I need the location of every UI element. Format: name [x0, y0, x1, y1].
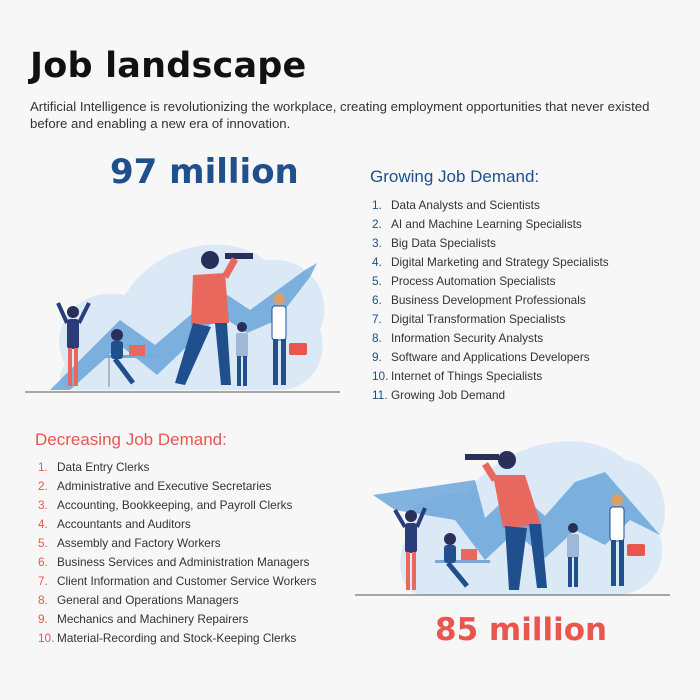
growing-jobs-stat: 97 million — [110, 152, 299, 192]
list-item-label: Process Automation Specialists — [391, 274, 556, 288]
list-item — [372, 386, 609, 405]
list-item-label: Internet of Things Specialists — [391, 369, 543, 383]
page-subtitle: Artificial Intelligence is revolutionizing the workplace, creating employment opportunities that never existed before and enabling a new era of innovation. — [30, 99, 650, 131]
list-item-number: 1. — [38, 460, 48, 474]
list-item-number: 9. — [38, 612, 48, 626]
page-title: Job landscape — [30, 46, 307, 86]
list-item-number: 10. — [372, 369, 389, 383]
decreasing-demand-list — [38, 458, 316, 648]
list-item-label: Business Services and Administration Managers — [57, 555, 310, 569]
list-item — [372, 272, 609, 291]
list-item — [38, 515, 316, 534]
list-item-label: Big Data Specialists — [391, 236, 496, 250]
list-item-number: 5. — [372, 274, 382, 288]
list-item-number: 6. — [38, 555, 48, 569]
decreasing-jobs-stat: 85 million — [435, 612, 608, 648]
growing-demand-list — [372, 196, 609, 405]
list-item — [372, 253, 609, 272]
list-item — [372, 196, 609, 215]
list-item-number: 8. — [372, 331, 382, 345]
list-item — [38, 553, 316, 572]
list-item-label: Data Analysts and Scientists — [391, 198, 540, 212]
list-item-label: Administrative and Executive Secretaries — [57, 479, 272, 493]
list-item-number: 11. — [372, 388, 388, 402]
list-item-number: 6. — [372, 293, 382, 307]
list-item — [38, 591, 316, 610]
list-item-number: 2. — [372, 217, 382, 231]
list-item — [372, 234, 609, 253]
decreasing-demand-heading: Decreasing Job Demand: — [35, 430, 227, 449]
list-item-label: Data Entry Clerks — [57, 460, 150, 474]
list-item — [372, 329, 609, 348]
list-item-number: 3. — [38, 498, 48, 512]
team-growth-illustration — [25, 215, 345, 400]
list-item-number: 4. — [38, 517, 48, 531]
list-item-number: 5. — [38, 536, 48, 550]
list-item-label: Material-Recording and Stock-Keeping Clerks — [57, 631, 297, 645]
list-item-label: Software and Applications Developers — [391, 350, 590, 364]
list-item — [372, 310, 609, 329]
list-item-label: Business Development Professionals — [391, 293, 586, 307]
list-item — [38, 572, 316, 591]
list-item-label: Mechanics and Machinery Repairers — [57, 612, 249, 626]
list-item-label: Assembly and Factory Workers — [57, 536, 221, 550]
list-item-number: 8. — [38, 593, 48, 607]
list-item-number: 10. — [38, 631, 55, 645]
list-item-number: 4. — [372, 255, 382, 269]
list-item — [372, 367, 609, 386]
list-item — [372, 348, 609, 367]
list-item-label: Client Information and Customer Service Workers — [57, 574, 317, 588]
list-item-number: 1. — [372, 198, 382, 212]
list-item — [38, 458, 316, 477]
team-spyglass-illustration — [355, 420, 675, 605]
list-item-number: 7. — [372, 312, 382, 326]
list-item-label: Growing Job Demand — [391, 388, 506, 402]
list-item-label: Accountants and Auditors — [57, 517, 191, 531]
list-item-label: AI and Machine Learning Specialists — [391, 217, 582, 231]
list-item — [372, 291, 609, 310]
list-item-label: General and Operations Managers — [57, 593, 239, 607]
growing-demand-heading: Growing Job Demand: — [370, 167, 540, 186]
list-item-label: Digital Marketing and Strategy Specialists — [391, 255, 609, 269]
list-item-number: 7. — [38, 574, 48, 588]
list-item-label: Digital Transformation Specialists — [391, 312, 566, 326]
list-item — [38, 496, 316, 515]
list-item-number: 2. — [38, 479, 48, 493]
list-item — [38, 629, 316, 648]
list-item — [38, 477, 316, 496]
list-item — [38, 610, 316, 629]
list-item — [38, 534, 316, 553]
list-item-number: 3. — [372, 236, 382, 250]
list-item-label: Information Security Analysts — [391, 331, 544, 345]
list-item-label: Accounting, Bookkeeping, and Payroll Clerks — [57, 498, 293, 512]
list-item — [372, 215, 609, 234]
list-item-number: 9. — [372, 350, 382, 364]
